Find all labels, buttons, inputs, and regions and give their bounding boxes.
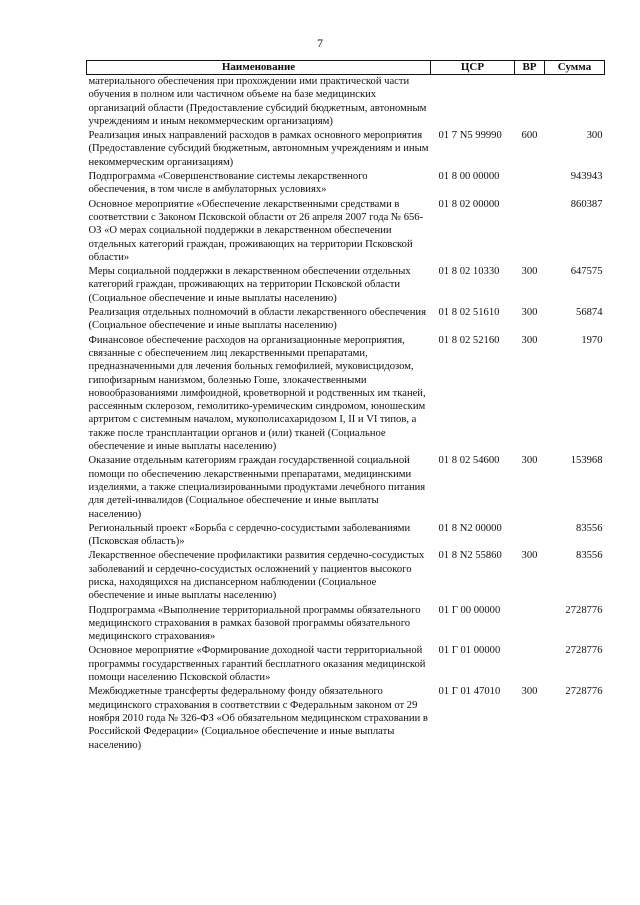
table-row	[87, 264, 605, 305]
row-csr: 01 8 N2 00000	[438, 522, 502, 534]
row-vr	[515, 169, 545, 197]
row-sum: 2728776	[565, 604, 603, 616]
header-csr: ЦСР	[431, 61, 515, 75]
header-sum: Сумма	[545, 61, 605, 75]
row-name: Реализация отдельных полномочий в области лекарственного обеспечения (Социальное обеспечение и иные выплаты населению)	[88, 307, 426, 332]
row-csr: 01 Г 00 00000	[438, 604, 501, 616]
row-vr: 300	[521, 307, 538, 319]
row-sum: 943943	[570, 171, 603, 183]
row-name: Лекарственное обеспечение профилактики развития сердечно-сосудистых заболеваний и сердечно-сосудистых осложнений у пациентов высокого риска, находящихся на диспансерном наблюдении (Социальное обеспечение и иные выплаты населению)	[88, 550, 425, 602]
row-csr: 01 8 02 10330	[438, 266, 500, 278]
row-sum: 2728776	[565, 686, 603, 698]
row-vr	[515, 75, 545, 129]
row-csr: 01 8 02 00000	[438, 198, 500, 210]
row-sum: 56874	[576, 307, 603, 319]
row-csr: 01 8 02 52160	[438, 334, 500, 346]
row-sum: 1970	[581, 334, 603, 346]
table-row	[87, 305, 605, 333]
row-sum: 83556	[576, 550, 603, 562]
row-name: Основное мероприятие «Формирование доходной части территориальной программы государственных гарантий бесплатного оказания медицинской помощи населению Псковской области»	[88, 645, 426, 684]
row-vr	[515, 603, 545, 644]
row-name: Подпрограмма «Совершенствование системы лекарственного обеспечения, в том числе в амбулаторных условиях»	[88, 171, 368, 196]
row-sum: 300	[586, 130, 603, 142]
row-sum: 860387	[570, 198, 603, 210]
row-name: Региональный проект «Борьба с сердечно-сосудистыми заболеваниями (Псковская область)»	[88, 522, 411, 548]
row-vr: 300	[521, 455, 538, 467]
row-vr	[515, 643, 545, 684]
row-sum: 83556	[576, 522, 603, 534]
row-sum: 647575	[570, 266, 603, 278]
table-row	[87, 75, 605, 129]
row-csr: 01 8 02 51610	[438, 307, 500, 319]
table-row	[87, 197, 605, 264]
row-vr: 300	[521, 334, 538, 346]
row-csr: 01 8 00 00000	[438, 171, 500, 183]
row-vr: 300	[521, 266, 538, 278]
table-row	[87, 128, 605, 169]
table-header-row	[87, 61, 605, 75]
table-row	[87, 453, 605, 520]
row-name: Подпрограмма «Выполнение территориальной программы обязательного медицинского страхования в рамках базовой программы обязательного медицинского страхования»	[88, 604, 421, 643]
row-sum: 153968	[570, 455, 603, 467]
row-name: Меры социальной поддержки в лекарственном обеспечении отдельных категорий граждан, проживающих на территории Псковской области (Социальное обеспечение и иные выплаты населению)	[88, 266, 411, 304]
table-row	[87, 684, 605, 751]
row-csr	[431, 75, 515, 129]
row-name: Основное мероприятие «Обеспечение лекарственными средствами в соответствии с Законом Псковской области от 26 апреля 2007 года № 656-ОЗ «О мерах социальной поддержки в лекарственном обеспечении отдельных категорий граждан, проживающих на территории Псковской области»	[88, 198, 424, 263]
row-vr	[515, 521, 545, 549]
row-csr: 01 7 N5 99990	[438, 130, 502, 142]
table-row	[87, 521, 605, 549]
table-row	[87, 643, 605, 684]
table-row	[87, 603, 605, 644]
row-vr: 300	[521, 550, 538, 562]
row-name: Межбюджетные трансферты федеральному фонду обязательного медицинского страхования в соответствии с Федеральным законом от 29 ноября 2010 года № 326-ФЗ «Об обязательном медицинском страховании в Российской Федерации» (Социальное обеспечение и иные выплаты населению)	[88, 686, 428, 751]
budget-table	[86, 60, 605, 752]
row-vr: 300	[521, 686, 538, 698]
row-csr: 01 Г 01 00000	[438, 645, 501, 657]
page-number: 7	[317, 36, 323, 50]
row-csr: 01 Г 01 47010	[438, 686, 501, 698]
row-csr: 01 8 N2 55860	[438, 550, 502, 562]
row-csr: 01 8 02 54600	[438, 455, 500, 467]
table-row	[87, 548, 605, 602]
row-name: Оказание отдельным категориям граждан государственной социальной помощи по обеспечению лекарственными препаратами, медицинскими изделиями, а также специализированными продуктами лечебного питания для детей-инвалидов (Социальное обеспечение и иные выплаты населению)	[88, 455, 426, 520]
row-vr	[515, 197, 545, 264]
row-sum	[545, 75, 605, 129]
table-row	[87, 169, 605, 197]
row-vr: 600	[521, 130, 538, 142]
header-name: Наименование	[87, 61, 431, 75]
table-row	[87, 333, 605, 454]
row-name: Реализация иных направлений расходов в рамках основного мероприятия (Предоставление субсидий бюджетным, автономным учреждениям и иным некоммерческим организациям)	[88, 130, 429, 168]
row-name: материального обеспечения при прохождении ими практической части обучения в полном или частичном объеме на базе медицинских организаций области (Предоставление субсидий бюджетным, автономным учреждениям и иным некоммерческим организациям)	[88, 76, 427, 127]
header-vr: ВР	[515, 61, 545, 75]
row-sum: 2728776	[565, 645, 603, 657]
row-name: Финансовое обеспечение расходов на организационные мероприятия, связанные с обеспечением лиц лекарственными препаратами, предназначенными для лечения больных гемофилией, муковисцидозом, гипофизарным нанизмом, болезнью Гоше, злокачественными новообразованиями лимфоидной, кроветворной и родственных им тканей, рассеянным склерозом, гемолитико-уремическим синдромом, юношеским артритом с системным началом, мукополисахаридозом I, II и VI типов, а также после трансплантации органов и (или) тканей (Социальное обеспечение и иные выплаты населению)	[88, 334, 426, 453]
